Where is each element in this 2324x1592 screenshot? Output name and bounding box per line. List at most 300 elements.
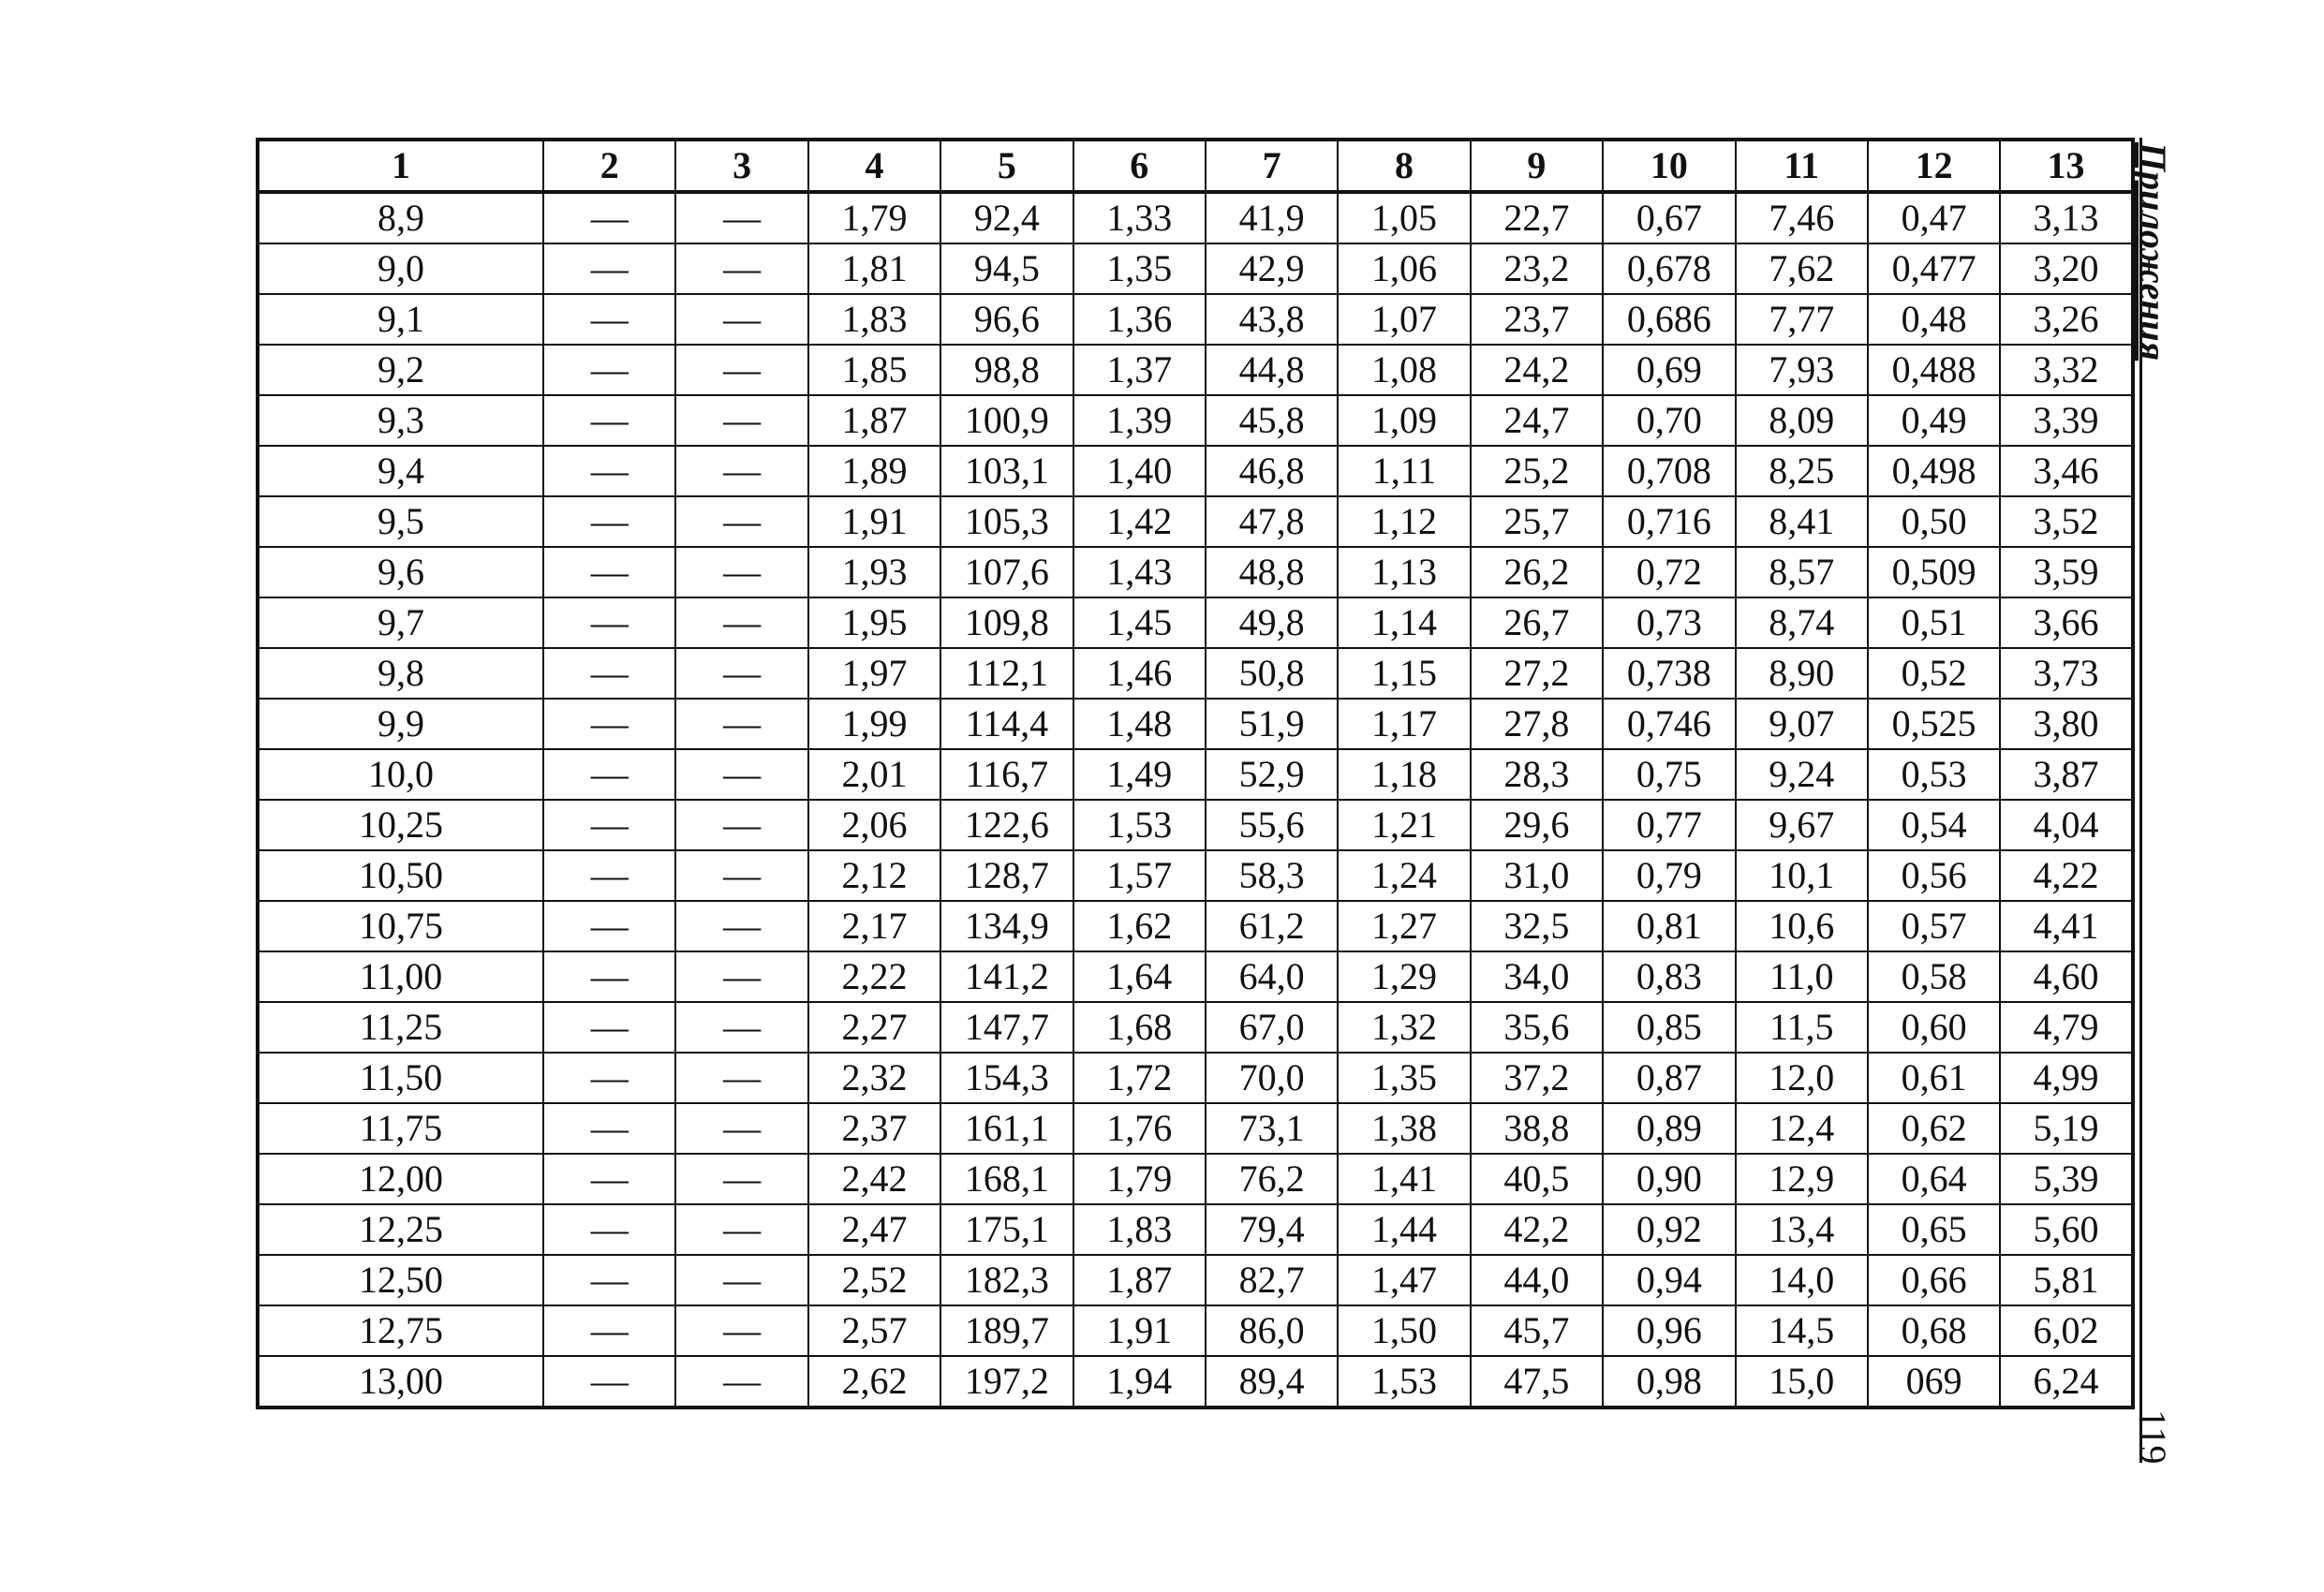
table-cell: 45,7 <box>1471 1305 1603 1356</box>
table-cell: — <box>543 1053 675 1103</box>
table-cell: 1,13 <box>1338 547 1470 597</box>
table-cell: 1,64 <box>1073 951 1206 1002</box>
table-cell: 9,5 <box>258 496 543 547</box>
table-cell: 4,04 <box>2000 800 2132 850</box>
table-cell: 122,6 <box>940 800 1073 850</box>
table-cell: 6,02 <box>2000 1305 2132 1356</box>
table-cell: 9,2 <box>258 345 543 395</box>
column-header: 8 <box>1338 140 1470 192</box>
table-cell: 0,96 <box>1603 1305 1735 1356</box>
table-cell: 0,47 <box>1868 192 2000 243</box>
table-cell: 1,09 <box>1338 395 1470 446</box>
table-cell: 10,50 <box>258 850 543 901</box>
table-cell: 82,7 <box>1206 1255 1338 1305</box>
table-cell: 6,24 <box>2000 1356 2132 1408</box>
column-header: 4 <box>808 140 940 192</box>
table-cell: — <box>675 1154 807 1204</box>
table-cell: 1,47 <box>1338 1255 1470 1305</box>
table-cell: 5,81 <box>2000 1255 2132 1305</box>
table-cell: 46,8 <box>1206 446 1338 496</box>
table-cell: 0,90 <box>1603 1154 1735 1204</box>
table-cell: — <box>543 800 675 850</box>
table-cell: 22,7 <box>1471 192 1603 243</box>
table-cell: 0,48 <box>1868 294 2000 345</box>
table-cell: 27,2 <box>1471 648 1603 699</box>
table-cell: 9,67 <box>1736 800 1868 850</box>
table-cell: 51,9 <box>1206 699 1338 749</box>
table-cell: 28,3 <box>1471 749 1603 800</box>
data-table <box>256 138 2135 1409</box>
table-cell: 10,1 <box>1736 850 1868 901</box>
table-cell: 2,22 <box>808 951 940 1002</box>
table-cell: 4,41 <box>2000 901 2132 951</box>
table-cell: 11,00 <box>258 951 543 1002</box>
table-cell: 26,2 <box>1471 547 1603 597</box>
table-cell: 109,8 <box>940 597 1073 648</box>
table-cell: 41,9 <box>1206 192 1338 243</box>
table-cell: 0,73 <box>1603 597 1735 648</box>
table-cell: — <box>675 345 807 395</box>
table-cell: 45,8 <box>1206 395 1338 446</box>
table-cell: 32,5 <box>1471 901 1603 951</box>
table-cell: 1,53 <box>1338 1356 1470 1408</box>
table-cell: 0,498 <box>1868 446 2000 496</box>
table-cell: — <box>675 648 807 699</box>
table-cell: 48,8 <box>1206 547 1338 597</box>
table-cell: 1,42 <box>1073 496 1206 547</box>
table-cell: 43,8 <box>1206 294 1338 345</box>
table-cell: 12,9 <box>1736 1154 1868 1204</box>
table-cell: — <box>675 1356 807 1408</box>
table-cell: 0,738 <box>1603 648 1735 699</box>
table-cell: 116,7 <box>940 749 1073 800</box>
table-cell: 5,39 <box>2000 1154 2132 1204</box>
table-cell: 1,83 <box>808 294 940 345</box>
table-cell: 3,73 <box>2000 648 2132 699</box>
table-row <box>258 648 2133 699</box>
table-cell: — <box>543 1103 675 1154</box>
table-cell: 147,7 <box>940 1002 1073 1053</box>
table-cell: 29,6 <box>1471 800 1603 850</box>
table-cell: 11,75 <box>258 1103 543 1154</box>
table-cell: 1,32 <box>1338 1002 1470 1053</box>
table-cell: 8,74 <box>1736 597 1868 648</box>
table-cell: 189,7 <box>940 1305 1073 1356</box>
table-cell: — <box>543 749 675 800</box>
table-cell: 1,17 <box>1338 699 1470 749</box>
table-cell: 0,66 <box>1868 1255 2000 1305</box>
table-cell: — <box>543 597 675 648</box>
table-row <box>258 496 2133 547</box>
table-cell: 0,70 <box>1603 395 1735 446</box>
table-cell: 1,14 <box>1338 597 1470 648</box>
table-row <box>258 1255 2133 1305</box>
table-cell: 1,21 <box>1338 800 1470 850</box>
table-cell: 107,6 <box>940 547 1073 597</box>
table-cell: 0,85 <box>1603 1002 1735 1053</box>
table-cell: 1,62 <box>1073 901 1206 951</box>
table-cell: 0,69 <box>1603 345 1735 395</box>
table-cell: — <box>543 1255 675 1305</box>
table-cell: — <box>675 800 807 850</box>
table-cell: — <box>675 1305 807 1356</box>
table-cell: 11,5 <box>1736 1002 1868 1053</box>
table-row <box>258 243 2133 294</box>
table-cell: 2,17 <box>808 901 940 951</box>
table-cell: 3,59 <box>2000 547 2132 597</box>
table-cell: 1,72 <box>1073 1053 1206 1103</box>
table-cell: 94,5 <box>940 243 1073 294</box>
table-cell: — <box>543 547 675 597</box>
table-cell: — <box>675 547 807 597</box>
table-cell: 1,76 <box>1073 1103 1206 1154</box>
table-cell: — <box>543 395 675 446</box>
table-cell: 9,9 <box>258 699 543 749</box>
table-cell: — <box>675 446 807 496</box>
table-cell: 8,25 <box>1736 446 1868 496</box>
table-cell: 1,81 <box>808 243 940 294</box>
table-cell: — <box>543 1356 675 1408</box>
table-cell: — <box>675 699 807 749</box>
table-row <box>258 1002 2133 1053</box>
page-number: 119 <box>2132 1409 2174 1465</box>
table-cell: 1,37 <box>1073 345 1206 395</box>
table-cell: 2,01 <box>808 749 940 800</box>
table-cell: 9,8 <box>258 648 543 699</box>
table-cell: 4,99 <box>2000 1053 2132 1103</box>
table-cell: — <box>543 1204 675 1255</box>
table-cell: 3,26 <box>2000 294 2132 345</box>
table-cell: 8,9 <box>258 192 543 243</box>
table-cell: 1,99 <box>808 699 940 749</box>
table-cell: 3,46 <box>2000 446 2132 496</box>
table-cell: 1,07 <box>1338 294 1470 345</box>
table-cell: 31,0 <box>1471 850 1603 901</box>
table-row <box>258 192 2133 243</box>
table-cell: 8,09 <box>1736 395 1868 446</box>
table-cell: 0,708 <box>1603 446 1735 496</box>
table-row <box>258 699 2133 749</box>
table-cell: 37,2 <box>1471 1053 1603 1103</box>
table-cell: 1,91 <box>808 496 940 547</box>
table-cell: 12,00 <box>258 1154 543 1204</box>
table-cell: 1,15 <box>1338 648 1470 699</box>
column-header: 3 <box>675 140 807 192</box>
table-cell: 0,54 <box>1868 800 2000 850</box>
table-cell: 0,477 <box>1868 243 2000 294</box>
table-row <box>258 446 2133 496</box>
table-cell: 1,38 <box>1338 1103 1470 1154</box>
table-cell: 1,06 <box>1338 243 1470 294</box>
table-body <box>258 192 2133 1408</box>
table-cell: 1,36 <box>1073 294 1206 345</box>
table-row <box>258 294 2133 345</box>
table-cell: 89,4 <box>1206 1356 1338 1408</box>
table-cell: 1,91 <box>1073 1305 1206 1356</box>
table-row <box>258 1053 2133 1103</box>
table-cell: 134,9 <box>940 901 1073 951</box>
table-cell: 0,488 <box>1868 345 2000 395</box>
table-cell: 3,52 <box>2000 496 2132 547</box>
table-cell: — <box>543 850 675 901</box>
table-cell: 1,44 <box>1338 1204 1470 1255</box>
table-cell: 1,40 <box>1073 446 1206 496</box>
table-cell: 3,80 <box>2000 699 2132 749</box>
table-cell: — <box>543 192 675 243</box>
table-cell: 86,0 <box>1206 1305 1338 1356</box>
table-cell: 23,7 <box>1471 294 1603 345</box>
table-cell: 15,0 <box>1736 1356 1868 1408</box>
table-cell: 10,25 <box>258 800 543 850</box>
table-cell: 0,56 <box>1868 850 2000 901</box>
table-cell: 0,94 <box>1603 1255 1735 1305</box>
table-cell: 3,13 <box>2000 192 2132 243</box>
table-cell: 1,35 <box>1073 243 1206 294</box>
table-row <box>258 395 2133 446</box>
table-cell: — <box>675 901 807 951</box>
table-cell: 0,89 <box>1603 1103 1735 1154</box>
table-cell: — <box>675 496 807 547</box>
table-cell: 0,77 <box>1603 800 1735 850</box>
table-cell: 1,93 <box>808 547 940 597</box>
table-cell: 13,4 <box>1736 1204 1868 1255</box>
table-cell: 12,0 <box>1736 1053 1868 1103</box>
table-cell: 1,53 <box>1073 800 1206 850</box>
table-cell: — <box>675 1204 807 1255</box>
table-cell: — <box>675 1002 807 1053</box>
table-cell: 0,83 <box>1603 951 1735 1002</box>
table-cell: 161,1 <box>940 1103 1073 1154</box>
table-cell: 1,95 <box>808 597 940 648</box>
table-cell: 0,81 <box>1603 901 1735 951</box>
table-cell: 9,07 <box>1736 699 1868 749</box>
table-cell: 1,87 <box>808 395 940 446</box>
table-cell: 154,3 <box>940 1053 1073 1103</box>
table-row <box>258 1154 2133 1204</box>
table-cell: 2,57 <box>808 1305 940 1356</box>
table-cell: — <box>675 951 807 1002</box>
table-cell: 9,6 <box>258 547 543 597</box>
table-cell: 1,46 <box>1073 648 1206 699</box>
table-cell: 4,60 <box>2000 951 2132 1002</box>
column-header: 13 <box>2000 140 2132 192</box>
table-cell: — <box>675 243 807 294</box>
table-cell: — <box>543 1002 675 1053</box>
table-cell: 1,85 <box>808 345 940 395</box>
table-cell: 1,89 <box>808 446 940 496</box>
table-cell: — <box>543 648 675 699</box>
table-cell: 9,0 <box>258 243 543 294</box>
table-cell: 2,62 <box>808 1356 940 1408</box>
table-cell: 105,3 <box>940 496 1073 547</box>
table-cell: 2,42 <box>808 1154 940 1204</box>
table-cell: 98,8 <box>940 345 1073 395</box>
table-cell: 9,3 <box>258 395 543 446</box>
table-cell: 2,06 <box>808 800 940 850</box>
table-cell: 100,9 <box>940 395 1073 446</box>
table-cell: 38,8 <box>1471 1103 1603 1154</box>
table-cell: 128,7 <box>940 850 1073 901</box>
table-cell: 1,05 <box>1338 192 1470 243</box>
table-cell: 49,8 <box>1206 597 1338 648</box>
table-cell: 14,0 <box>1736 1255 1868 1305</box>
table-cell: 76,2 <box>1206 1154 1338 1204</box>
table-cell: 52,9 <box>1206 749 1338 800</box>
table-cell: 2,12 <box>808 850 940 901</box>
table-row <box>258 1305 2133 1356</box>
table-cell: 1,39 <box>1073 395 1206 446</box>
table-cell: 1,97 <box>808 648 940 699</box>
table-cell: 58,3 <box>1206 850 1338 901</box>
table-cell: 0,53 <box>1868 749 2000 800</box>
table-row <box>258 800 2133 850</box>
table-cell: 0,65 <box>1868 1204 2000 1255</box>
table-cell: 14,5 <box>1736 1305 1868 1356</box>
table-row <box>258 1103 2133 1154</box>
table-cell: 25,7 <box>1471 496 1603 547</box>
table-cell: 0,52 <box>1868 648 2000 699</box>
table-cell: 42,9 <box>1206 243 1338 294</box>
table-cell: 11,25 <box>258 1002 543 1053</box>
table-cell: 1,79 <box>1073 1154 1206 1204</box>
table-cell: 24,2 <box>1471 345 1603 395</box>
table-cell: 0,61 <box>1868 1053 2000 1103</box>
table-cell: 3,20 <box>2000 243 2132 294</box>
table-cell: 0,58 <box>1868 951 2000 1002</box>
column-header: 9 <box>1471 140 1603 192</box>
table-cell: 1,08 <box>1338 345 1470 395</box>
table-cell: 7,62 <box>1736 243 1868 294</box>
table-cell: 0,678 <box>1603 243 1735 294</box>
column-header: 5 <box>940 140 1073 192</box>
table-cell: 197,2 <box>940 1356 1073 1408</box>
table-cell: — <box>675 395 807 446</box>
table-cell: 47,8 <box>1206 496 1338 547</box>
column-header: 11 <box>1736 140 1868 192</box>
table-cell: 112,1 <box>940 648 1073 699</box>
table-cell: 70,0 <box>1206 1053 1338 1103</box>
table-cell: 3,87 <box>2000 749 2132 800</box>
table-cell: 7,46 <box>1736 192 1868 243</box>
table-cell: 79,4 <box>1206 1204 1338 1255</box>
table-cell: 1,35 <box>1338 1053 1470 1103</box>
table-cell: 0,51 <box>1868 597 2000 648</box>
table-cell: 12,75 <box>258 1305 543 1356</box>
table-cell: 168,1 <box>940 1154 1073 1204</box>
table-cell: 47,5 <box>1471 1356 1603 1408</box>
table-cell: 7,93 <box>1736 345 1868 395</box>
table-header <box>258 140 2133 192</box>
table-cell: 0,686 <box>1603 294 1735 345</box>
table-cell: 1,41 <box>1338 1154 1470 1204</box>
table-cell: 2,37 <box>808 1103 940 1154</box>
table-cell: 10,0 <box>258 749 543 800</box>
table-cell: 0,87 <box>1603 1053 1735 1103</box>
table-row <box>258 1356 2133 1408</box>
table-cell: 9,1 <box>258 294 543 345</box>
column-header: 2 <box>543 140 675 192</box>
table-cell: 103,1 <box>940 446 1073 496</box>
table-cell: 8,90 <box>1736 648 1868 699</box>
table-cell: 40,5 <box>1471 1154 1603 1204</box>
table-cell: 73,1 <box>1206 1103 1338 1154</box>
table-cell: 0,525 <box>1868 699 2000 749</box>
table-cell: — <box>543 1305 675 1356</box>
table-cell: 1,49 <box>1073 749 1206 800</box>
table-cell: — <box>543 951 675 1002</box>
table-cell: 2,52 <box>808 1255 940 1305</box>
table-cell: 12,25 <box>258 1204 543 1255</box>
table-cell: 44,8 <box>1206 345 1338 395</box>
table-cell: 0,60 <box>1868 1002 2000 1053</box>
table-cell: 1,24 <box>1338 850 1470 901</box>
table-cell: 0,716 <box>1603 496 1735 547</box>
table-cell: — <box>675 850 807 901</box>
table-cell: 0,79 <box>1603 850 1735 901</box>
table-cell: 8,41 <box>1736 496 1868 547</box>
table-cell: 4,22 <box>2000 850 2132 901</box>
table-cell: 11,50 <box>258 1053 543 1103</box>
table-cell: 12,4 <box>1736 1103 1868 1154</box>
table-cell: — <box>543 1154 675 1204</box>
table-cell: — <box>675 192 807 243</box>
table-row <box>258 345 2133 395</box>
table-row <box>258 749 2133 800</box>
table-cell: 2,27 <box>808 1002 940 1053</box>
table-cell: 2,47 <box>808 1204 940 1255</box>
table-cell: 34,0 <box>1471 951 1603 1002</box>
table-cell: 0,50 <box>1868 496 2000 547</box>
data-table-container <box>256 138 2131 1409</box>
table-cell: 61,2 <box>1206 901 1338 951</box>
table-cell: 9,24 <box>1736 749 1868 800</box>
table-cell: 1,29 <box>1338 951 1470 1002</box>
table-cell: 1,50 <box>1338 1305 1470 1356</box>
table-cell: 1,48 <box>1073 699 1206 749</box>
table-cell: — <box>543 243 675 294</box>
table-cell: 24,7 <box>1471 395 1603 446</box>
table-cell: 0,72 <box>1603 547 1735 597</box>
table-cell: 141,2 <box>940 951 1073 1002</box>
table-cell: 182,3 <box>940 1255 1073 1305</box>
table-cell: 4,79 <box>2000 1002 2132 1053</box>
table-row <box>258 901 2133 951</box>
table-cell: 10,6 <box>1736 901 1868 951</box>
table-cell: 35,6 <box>1471 1002 1603 1053</box>
table-cell: — <box>675 1053 807 1103</box>
table-cell: 50,8 <box>1206 648 1338 699</box>
table-cell: 0,68 <box>1868 1305 2000 1356</box>
table-cell: 0,49 <box>1868 395 2000 446</box>
table-cell: 1,83 <box>1073 1204 1206 1255</box>
table-cell: 1,12 <box>1338 496 1470 547</box>
table-cell: 1,18 <box>1338 749 1470 800</box>
table-cell: 175,1 <box>940 1204 1073 1255</box>
table-cell: 0,98 <box>1603 1356 1735 1408</box>
table-cell: 7,77 <box>1736 294 1868 345</box>
table-cell: 92,4 <box>940 192 1073 243</box>
table-cell: 1,33 <box>1073 192 1206 243</box>
table-cell: 5,60 <box>2000 1204 2132 1255</box>
table-cell: — <box>543 446 675 496</box>
column-header: 1 <box>258 140 543 192</box>
table-cell: 1,94 <box>1073 1356 1206 1408</box>
table-row <box>258 850 2133 901</box>
table-cell: 25,2 <box>1471 446 1603 496</box>
table-cell: 3,66 <box>2000 597 2132 648</box>
table-cell: 1,87 <box>1073 1255 1206 1305</box>
table-cell: 1,27 <box>1338 901 1470 951</box>
